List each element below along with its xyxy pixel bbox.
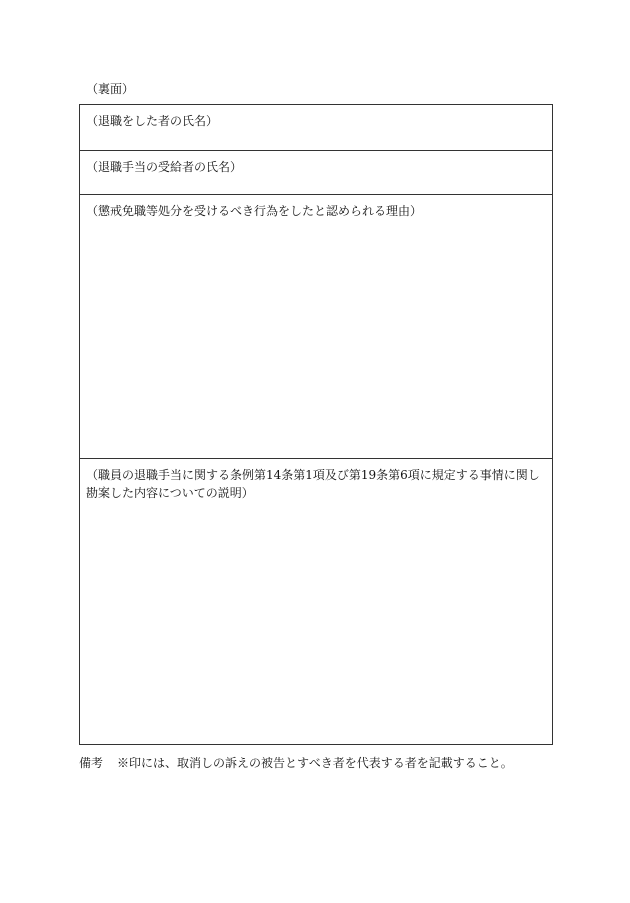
form-table [79,104,553,745]
disciplinary-reason-label: （懲戒免職等処分を受けるべき行為をしたと認められる理由） [86,204,423,218]
footnote-label: 備考 [79,756,104,770]
recipient-name-label: （退職手当の受給者の氏名） [86,160,243,174]
retiree-name-label: （退職をした者の氏名） [86,114,219,128]
disciplinary-reason-field[interactable] [80,195,552,459]
circumstances-explanation-field[interactable] [80,459,552,744]
recipient-name-field[interactable] [80,151,552,195]
footnote-text: ※印には、取消しの訴えの被告とすべき者を代表する者を記載すること。 [117,756,513,770]
retiree-name-field[interactable] [80,105,552,151]
page-side-label: （裏面） [86,82,135,96]
footnote [79,754,513,771]
circumstances-explanation-label: （職員の退職手当に関する条例第14条第1項及び第19条第6項に規定する事情に関し勘案した内容についての説明） [86,468,540,500]
